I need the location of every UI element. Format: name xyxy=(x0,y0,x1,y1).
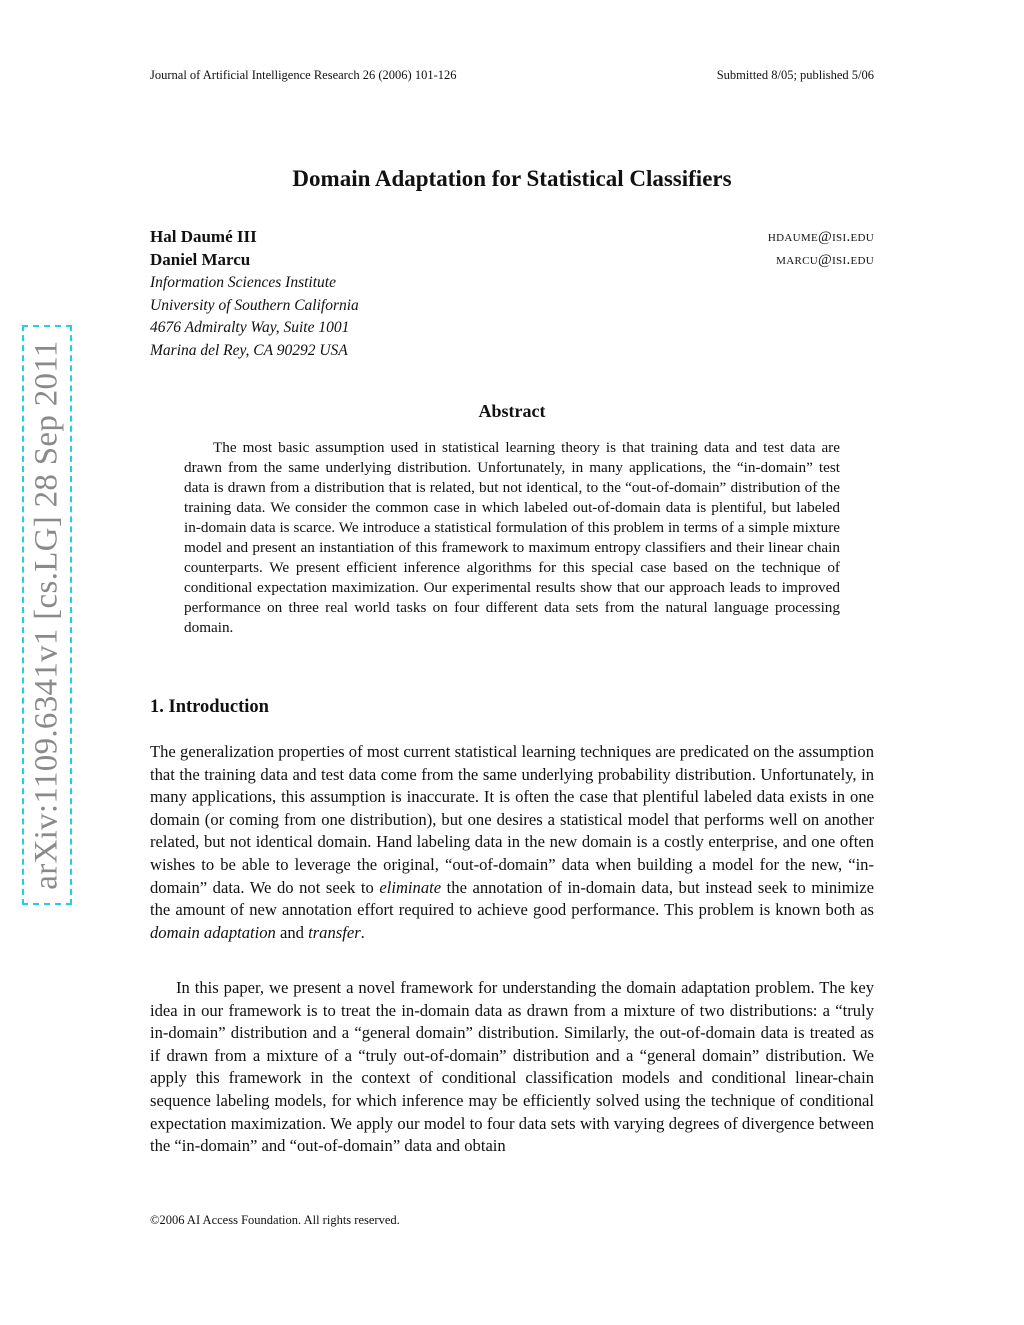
author-1 xyxy=(150,227,874,247)
journal-citation: Journal of Artificial Intelligence Research 26 (2006) 101-126 xyxy=(150,68,457,82)
text-run: the annotation of in-domain data, but instead seek to minimize the amount of new annotation effort required to achieve good performance. This problem is known both as xyxy=(150,877,874,920)
abstract-text: The most basic assumption used in statistical learning theory is that training data and test data are drawn from the same underlying distribution. Unfortunately, in many applications, the “in-domain” test data is drawn from a distribution that is related, but not identical, to the “out-of-domain” distribution of the training data. We consider the common case in which labeled out-of-domain data is plentiful, but labeled in-domain data is scarce. We introduce a statistical formulation of this problem in terms of a simple mixture model and present an instantiation of this framework to maximum entropy classifiers and their linear chain counterparts. We present efficient inference algorithms for this special case based on the technique of conditional expectation maximization. Our experimental results show that our approach leads to improved performance on three real world tasks on four different data sets from the natural language processing domain. xyxy=(184,439,840,636)
author-2 xyxy=(150,250,874,270)
running-head xyxy=(150,68,874,83)
paper-title: Domain Adaptation for Statistical Classifiers xyxy=(292,166,732,191)
affiliation xyxy=(150,272,359,362)
abstract-heading: Abstract xyxy=(478,401,546,421)
text-run: The generalization properties of most current statistical learning techniques are predicated on the assumption that the training data and test data come from the same underlying probability distribution. Unfortunately, in many applications, this assumption is inaccurate. It is often the case that plentiful labeled data exists in one domain (or coming from one distribution), but one desires a statistical model that performs well on another related, but not identical domain. Hand labeling data in the new domain is a costly enterprise, and one often wishes to be able to leverage the original, “out-of-domain” data when building a model for the new, “in-domain” data. We do not seek to xyxy=(150,742,874,897)
affiliation-line: Marina del Rey, CA 90292 USA xyxy=(150,341,348,359)
arxiv-identifier-stamp[interactable] xyxy=(22,325,72,905)
intro-paragraph-1 xyxy=(150,741,874,944)
text-run: and xyxy=(275,922,309,942)
affiliation-line: 4676 Admiralty Way, Suite 1001 xyxy=(150,319,350,336)
section-heading-introduction: 1. Introduction xyxy=(150,697,269,717)
submission-dates: Submitted 8/05; published 5/06 xyxy=(716,68,874,82)
emphasis: eliminate xyxy=(379,877,442,897)
arxiv-id: arXiv:1109.6341v1 [cs.LG] 28 Sep 2011 xyxy=(28,340,65,890)
affiliation-line: Information Sciences Institute xyxy=(150,274,336,291)
author-email: hdaume@isi.edu xyxy=(767,229,874,245)
author-name: Daniel Marcu xyxy=(150,250,251,269)
emphasis: transfer xyxy=(308,922,361,942)
author-email: marcu@isi.edu xyxy=(776,252,874,268)
copyright-footer: ©2006 AI Access Foundation. All rights reserved. xyxy=(150,1213,400,1227)
author-name: Hal Daumé III xyxy=(150,227,257,246)
intro-paragraph-2: In this paper, we present a novel framework for understanding the domain adaptation problem. The key idea in our framework is to treat the in-domain data as drawn from a mixture of two distributions: a “truly in-domain” distribution and a “general domain” distribution. Similarly, the out-of-domain data is treated as if drawn from a mixture of a “truly out-of-domain” distribution and a “general domain” distribution. We apply this framework in the context of conditional classification models and conditional linear-chain sequence labeling models, for which inference may be efficiently solved using the technique of conditional expectation maximization. We apply our model to four data sets with varying degrees of divergence between the “in-domain” and “out-of-domain” data and obtain xyxy=(150,978,874,1156)
affiliation-line: University of Southern California xyxy=(150,296,359,314)
text-run: . xyxy=(360,922,365,942)
emphasis: domain adaptation xyxy=(150,922,276,942)
